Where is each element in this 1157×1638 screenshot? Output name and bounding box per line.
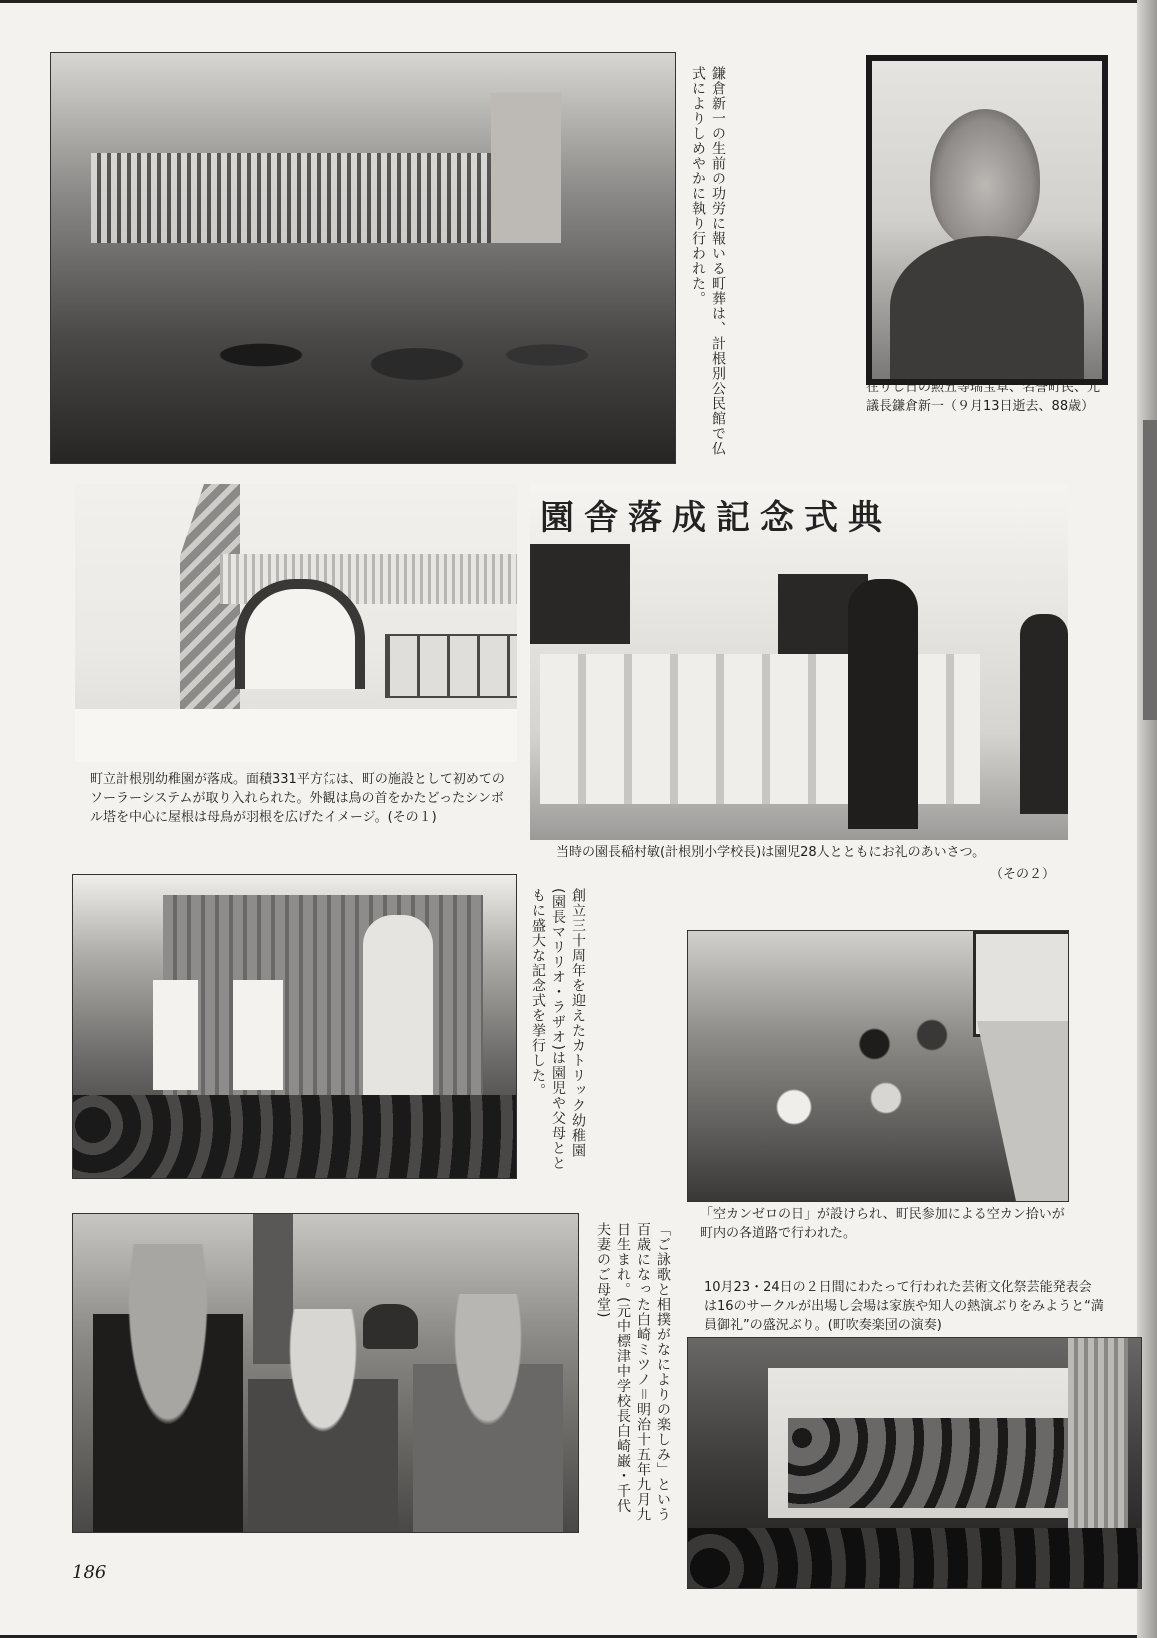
portrait-suit: [890, 236, 1084, 379]
principal-figure: [848, 579, 918, 829]
kindergarten-caption: 町立計根別幼稚園が落成。面積331平方㍍は、町の施設として初めてのソーラーシステムが取り入れられた。外観は鳥の首をかたどったシンボル塔を中心に屋根は母鳥が羽根を広げたイメージ。(その１): [90, 772, 505, 825]
band-members: [788, 1418, 1068, 1508]
priest-figure: [363, 915, 433, 1105]
teacher-figure: [1020, 614, 1068, 814]
woman-figure: [413, 1294, 563, 1532]
altar-flowers: [91, 153, 491, 243]
catholic-caption: 創立三十周年を迎えたカトリック幼稚園(園長マリリオ・ラザオ)は園児や父母とともに盛大な記念式を挙行した。: [530, 888, 586, 1171]
index-tab: [1143, 420, 1157, 720]
funeral-photo: [50, 52, 676, 464]
ceremony-caption-tail: （その２）: [990, 867, 1056, 882]
entrance-arch: [235, 579, 365, 689]
concert-photo: [687, 1337, 1142, 1589]
cans-caption: 「空カンゼロの日」が設けられ、町民参加による空カン拾いが町内の各道路で行われた。: [700, 1207, 1065, 1241]
man-figure: [93, 1244, 243, 1532]
concert-caption: 10月23・24日の２日間にわたって行われた芸術文化祭芸能発表会は16のサークルが出場し会場は家族や知人の熱演ぶりをみようと“満員御礼”の盛況ぶり。(町吹奏楽団の演奏): [704, 1280, 1104, 1333]
building-windows: [385, 634, 517, 698]
catholic-photo: [72, 874, 517, 1179]
mourners: [131, 283, 651, 463]
kindergarten-photo: [75, 484, 517, 762]
portrait-face: [930, 109, 1040, 249]
centenarian-figure: [248, 1309, 398, 1532]
audience-heads: [73, 1095, 516, 1178]
pagoda: [491, 93, 561, 243]
portrait-caption: 在りし日の勲五等瑞宝章、名誉町民、元議長鎌倉新一（９月13日逝去、88歳）: [866, 380, 1101, 414]
ceremony-photo: [530, 484, 1068, 840]
cans-photo: [687, 930, 1069, 1202]
concert-audience: [688, 1528, 1141, 1588]
town-flag: [530, 544, 630, 644]
volunteers: [748, 981, 978, 1161]
funeral-caption: 鎌倉新一の生前の功労に報いる町葬は、計根別公民館で仏式によりしめやかに執り行われた。: [690, 66, 726, 456]
symbol-tower: [180, 484, 240, 724]
ceremony-banner: 園舎落成記念式典: [540, 498, 892, 538]
portrait-photo: [866, 55, 1108, 385]
top-border: [0, 0, 1137, 3]
page-number: 186: [72, 1562, 107, 1583]
elders-caption: 「ご詠歌と相撲がなによりの楽しみ」という百歳になった白崎ミツノ＝明治十五年九月九日生まれ。(元中標津中学校長白崎巌・千代夫妻のご母堂): [595, 1222, 671, 1522]
elders-photo: [72, 1213, 579, 1533]
altar-servers: [153, 980, 283, 1090]
stage-curtain: [1068, 1338, 1128, 1538]
snow-ground: [75, 709, 517, 762]
ceremony-caption: 当時の園長稲村敏(計根別小学校長)は園児28人とともにお礼のあいさつ。: [556, 845, 986, 860]
